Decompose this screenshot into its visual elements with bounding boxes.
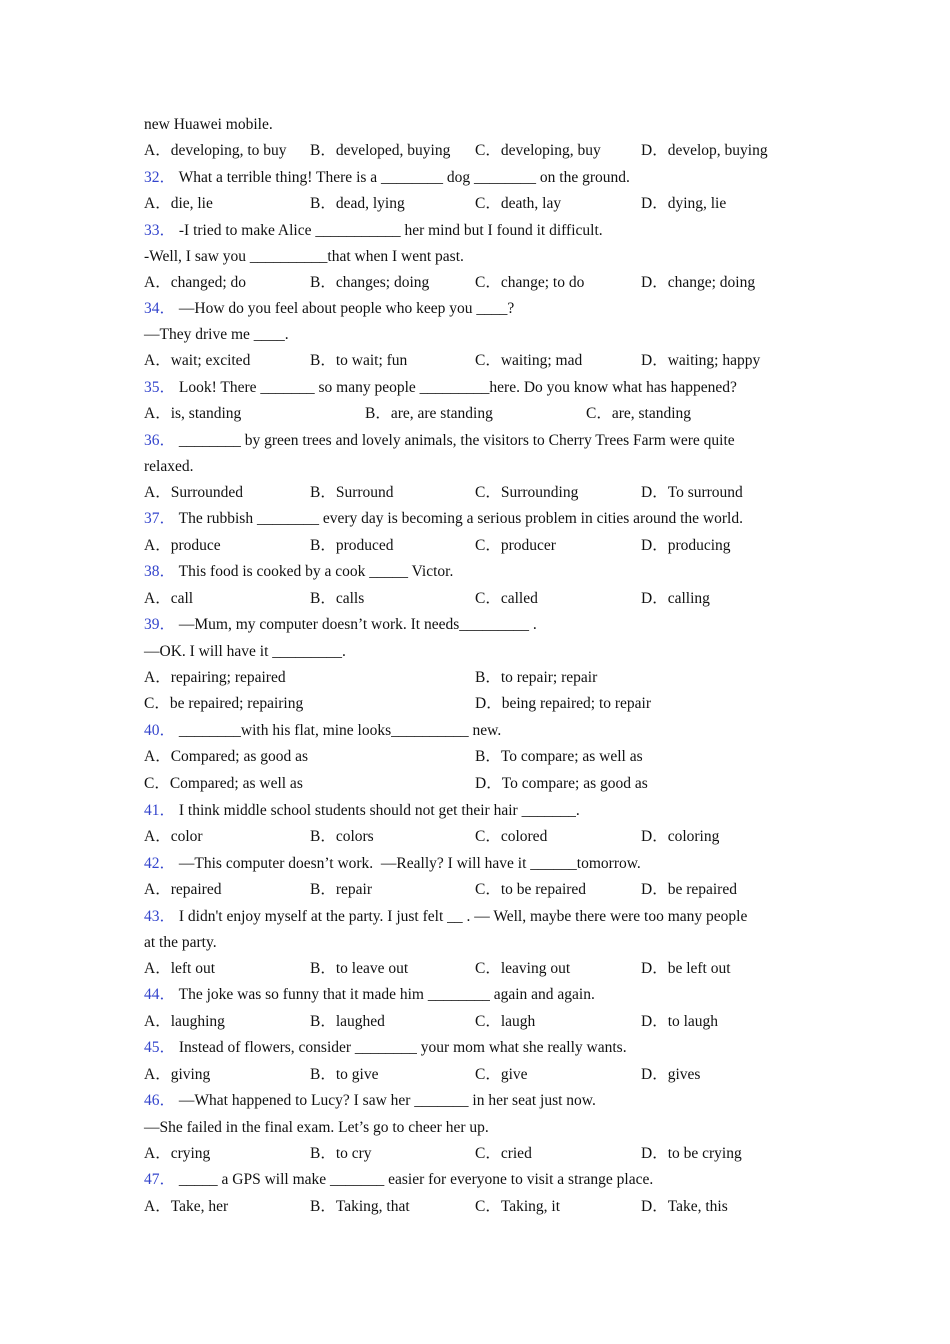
answer-option: B．changes; doing [310, 274, 430, 291]
answer-option: C．be repaired; repairing [144, 695, 304, 712]
answer-option: C．leaving out [475, 960, 571, 977]
question-text: —What happened to Lucy? I saw her _______ in her seat just now. [175, 1092, 596, 1109]
question-number: 40． [144, 722, 176, 739]
answer-option: B．to cry [310, 1145, 372, 1162]
question-line [144, 721, 501, 741]
answer-option: B．to leave out [310, 960, 409, 977]
answer-option: B．colors [310, 828, 374, 845]
question-line [144, 299, 514, 319]
answer-option: C．change; to do [475, 274, 585, 291]
question-text: I think middle school students should not get their hair _______. [175, 802, 580, 819]
question-number: 34． [144, 300, 176, 317]
text-line: —They drive me ____. [144, 326, 289, 343]
question-number: 37． [144, 510, 176, 527]
question-line [144, 378, 737, 398]
answer-option: B．dead, lying [310, 195, 405, 212]
answer-option: D．coloring [641, 828, 720, 845]
answer-option: C．colored [475, 828, 548, 845]
answer-option: D．waiting; happy [641, 352, 761, 369]
answer-option: C．developing, buy [475, 142, 601, 159]
question-number: 39． [144, 616, 176, 633]
options-row [144, 747, 804, 767]
answer-option: B．developed, buying [310, 142, 451, 159]
answer-option: A．giving [144, 1066, 211, 1083]
answer-option: D．be repaired [641, 881, 737, 898]
text-line: -Well, I saw you __________that when I went past. [144, 248, 464, 265]
question-line [144, 168, 630, 188]
question-number: 41． [144, 802, 176, 819]
question-text: Look! There _______ so many people _________here. Do you know what has happened? [175, 379, 737, 396]
text-line: at the party. [144, 934, 217, 951]
answer-option: A．left out [144, 960, 216, 977]
question-number: 45． [144, 1039, 176, 1056]
answer-option: C．Surrounding [475, 484, 579, 501]
options-row [144, 589, 804, 609]
question-number: 36． [144, 432, 176, 449]
question-line [144, 509, 743, 529]
question-number: 46． [144, 1092, 176, 1109]
options-row [144, 774, 804, 794]
question-text: I didn't enjoy myself at the party. I just felt __ . — Well, maybe there were too many people [175, 908, 748, 925]
options-row [144, 194, 804, 214]
text-line: relaxed. [144, 458, 194, 475]
question-text: Instead of flowers, consider ________ your mom what she really wants. [175, 1039, 627, 1056]
answer-option: A．wait; excited [144, 352, 251, 369]
answer-option: A．developing, to buy [144, 142, 287, 159]
answer-option: D．to laugh [641, 1013, 719, 1030]
answer-option: C．laugh [475, 1013, 536, 1030]
question-line [144, 431, 735, 451]
question-line [144, 1170, 653, 1190]
question-number: 43． [144, 908, 176, 925]
question-text: —How do you feel about people who keep you ____? [175, 300, 515, 317]
answer-option: A．Take, her [144, 1198, 229, 1215]
question-text: —This computer doesn’t work. —Really? I will have it ______tomorrow. [175, 855, 641, 872]
answer-option: D．calling [641, 590, 710, 607]
options-row [144, 1197, 804, 1217]
answer-option: D．To compare; as good as [475, 775, 648, 792]
answer-option: A．changed; do [144, 274, 247, 291]
question-line [144, 562, 453, 582]
options-row [144, 404, 804, 424]
question-text: ________ by green trees and lovely animals, the visitors to Cherry Trees Farm were quite [175, 432, 735, 449]
options-row [144, 1144, 804, 1164]
text-line: new Huawei mobile. [144, 116, 273, 133]
answer-option: A．repairing; repaired [144, 669, 286, 686]
answer-option: B．repair [310, 881, 372, 898]
options-row [144, 483, 804, 503]
answer-option: D．To surround [641, 484, 743, 501]
question-line [144, 801, 580, 821]
answer-option: D．Take, this [641, 1198, 728, 1215]
question-number: 35． [144, 379, 176, 396]
answer-option: A．is, standing [144, 405, 242, 422]
answer-option: D．dying, lie [641, 195, 727, 212]
question-text: -I tried to make Alice ___________ her mind but I found it difficult. [175, 222, 603, 239]
answer-option: C．waiting; mad [475, 352, 583, 369]
question-text: The rubbish ________ every day is becoming a serious problem in cities around the world. [175, 510, 743, 527]
text-line: —OK. I will have it _________. [144, 643, 346, 660]
answer-option: A．crying [144, 1145, 211, 1162]
answer-option: D．to be crying [641, 1145, 742, 1162]
question-text: ________with his flat, mine looks__________ new. [175, 722, 502, 739]
question-line [144, 1091, 596, 1111]
options-row [144, 1065, 804, 1085]
answer-option: B．laughed [310, 1013, 385, 1030]
answer-option: C．death, lay [475, 195, 562, 212]
answer-option: C．cried [475, 1145, 532, 1162]
answer-option: A．Compared; as good as [144, 748, 309, 765]
question-text: _____ a GPS will make _______ easier for everyone to visit a strange place. [175, 1171, 654, 1188]
answer-option: B．to give [310, 1066, 379, 1083]
answer-option: D．being repaired; to repair [475, 695, 652, 712]
question-number: 33． [144, 222, 176, 239]
answer-option: A．call [144, 590, 194, 607]
answer-option: B．To compare; as well as [475, 748, 643, 765]
answer-option: B．calls [310, 590, 365, 607]
answer-option: B．to repair; repair [475, 669, 598, 686]
answer-option: A．die, lie [144, 195, 213, 212]
answer-option: D．be left out [641, 960, 731, 977]
answer-option: C．producer [475, 537, 556, 554]
text-line: —She failed in the final exam. Let’s go to cheer her up. [144, 1119, 489, 1136]
answer-option: B．are, are standing [365, 405, 493, 422]
question-line [144, 854, 641, 874]
answer-option: A．Surrounded [144, 484, 244, 501]
answer-option: B．Taking, that [310, 1198, 410, 1215]
question-text: What a terrible thing! There is a ________ dog ________ on the ground. [175, 169, 630, 186]
options-row [144, 668, 804, 688]
question-text: —Mum, my computer doesn’t work. It needs_________ . [175, 616, 537, 633]
question-line [144, 1038, 627, 1058]
options-row [144, 536, 804, 556]
answer-option: C．Compared; as well as [144, 775, 303, 792]
answer-option: A．color [144, 828, 203, 845]
question-number: 44． [144, 986, 176, 1003]
answer-option: A．laughing [144, 1013, 225, 1030]
question-text: This food is cooked by a cook _____ Victor. [175, 563, 454, 580]
answer-option: C．are, standing [586, 405, 692, 422]
answer-option: B．produced [310, 537, 394, 554]
question-line [144, 985, 595, 1005]
answer-option: D．gives [641, 1066, 701, 1083]
question-line [144, 907, 747, 927]
options-row [144, 1012, 804, 1032]
answer-option: C．Taking, it [475, 1198, 561, 1215]
answer-option: B．to wait; fun [310, 352, 408, 369]
question-line [144, 615, 537, 635]
answer-option: C．give [475, 1066, 528, 1083]
options-row [144, 273, 804, 293]
question-number: 47． [144, 1171, 176, 1188]
options-row [144, 694, 804, 714]
question-number: 38． [144, 563, 176, 580]
options-row [144, 880, 804, 900]
options-row [144, 827, 804, 847]
options-row [144, 351, 804, 371]
answer-option: C．to be repaired [475, 881, 587, 898]
answer-option: B．Surround [310, 484, 394, 501]
answer-option: A．repaired [144, 881, 222, 898]
answer-option: D．producing [641, 537, 731, 554]
options-row [144, 141, 804, 161]
question-number: 32． [144, 169, 176, 186]
question-line [144, 221, 603, 241]
options-row [144, 959, 804, 979]
answer-option: D．develop, buying [641, 142, 768, 159]
answer-option: D．change; doing [641, 274, 756, 291]
answer-option: A．produce [144, 537, 221, 554]
answer-option: C．called [475, 590, 538, 607]
question-text: The joke was so funny that it made him ________ again and again. [175, 986, 595, 1003]
question-number: 42． [144, 855, 176, 872]
